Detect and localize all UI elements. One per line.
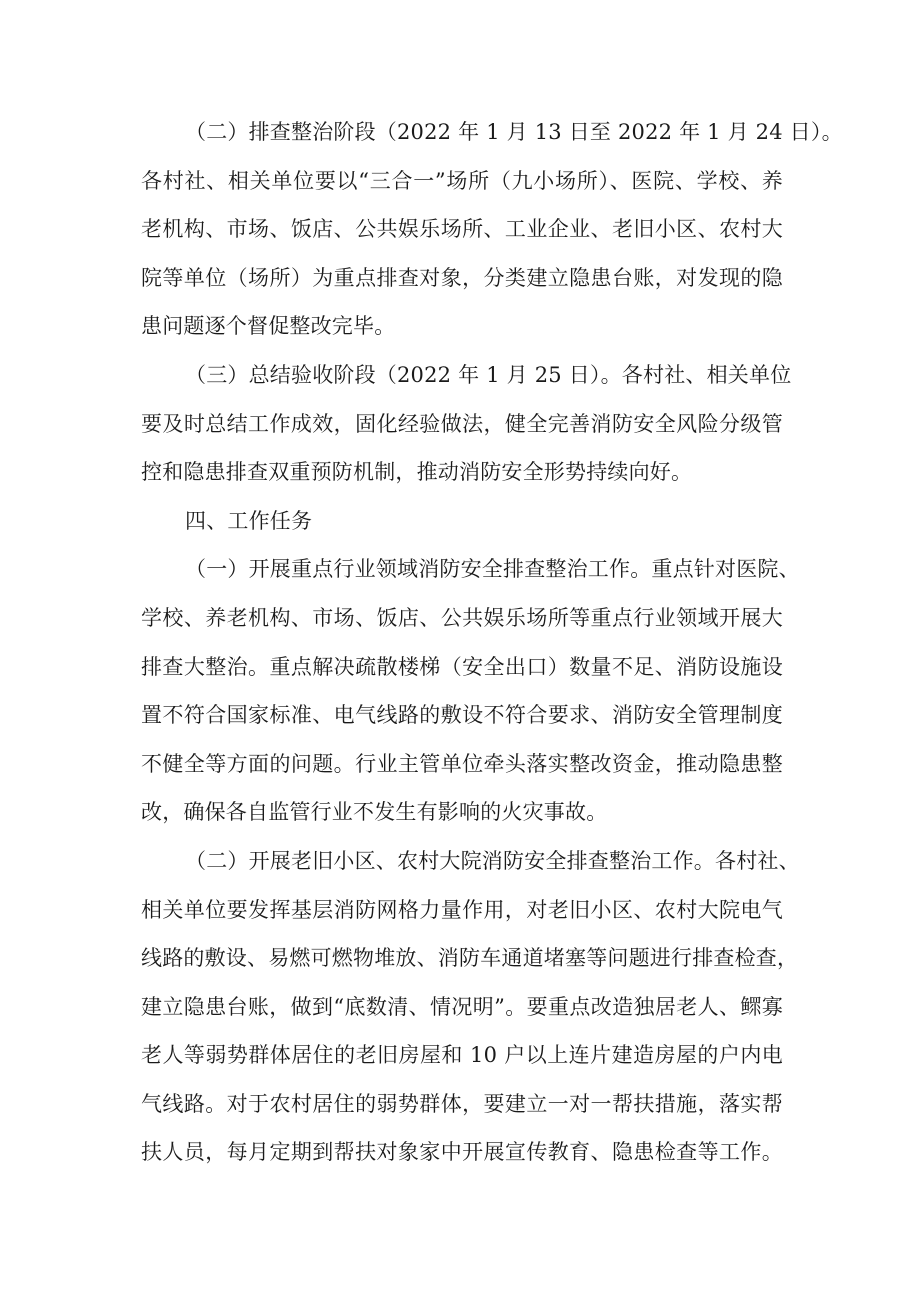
text-line: 不健全等方面的问题。行业主管单位牵头落实整改资金，推动隐患整 — [141, 751, 783, 776]
document-body — [141, 108, 843, 1177]
text-line: 老人等弱势群体居住的老旧房屋和 10 户以上连片建造房屋的户内电 — [141, 1043, 783, 1068]
text-line: 老机构、市场、饭店、公共娱乐场所、工业企业、老旧小区、农村大 — [141, 217, 783, 242]
text-line: （二）排查整治阶段（2022 年 1 月 13 日至 2022 年 1 月 24 日）。 — [185, 120, 843, 144]
section-heading: 四、工作任务 — [185, 508, 313, 533]
text-line: 相关单位要发挥基层消防网格力量作用，对老旧小区、农村大院电气 — [141, 897, 783, 922]
text-line: 控和隐患排查双重预防机制，推动消防安全形势持续向好。 — [141, 460, 693, 485]
text-line: 各村社、相关单位要以“三合一”场所（九小场所）、医院、学校、养 — [141, 168, 783, 193]
text-line: （三）总结验收阶段（2022 年 1 月 25 日）。各村社、相关单位 — [185, 362, 792, 387]
text-line: （一）开展重点行业领域消防安全排查整治工作。重点针对医院、 — [185, 557, 800, 582]
text-line: 置不符合国家标准、电气线路的敷设不符合要求、消防安全管理制度 — [141, 703, 783, 728]
text-line: 扶人员，每月定期到帮扶对象家中开展宣传教育、隐患检查等工作。 — [141, 1140, 783, 1165]
text-line: 学校、养老机构、市场、饭店、公共娱乐场所等重点行业领域开展大 — [141, 605, 783, 630]
text-line: 院等单位（场所）为重点排查对象，分类建立隐患台账，对发现的隐 — [141, 265, 783, 290]
text-line: 患问题逐个督促整改完毕。 — [141, 314, 396, 339]
text-line: 建立隐患台账，做到“底数清、情况明”。要重点改造独居老人、鳏寡 — [141, 994, 783, 1019]
text-line: 气线路。对于农村居住的弱势群体，要建立一对一帮扶措施，落实帮 — [141, 1091, 783, 1116]
text-line: 排查大整治。重点解决疏散楼梯（安全出口）数量不足、消防设施设 — [141, 654, 783, 679]
text-line: 线路的敷设、易燃可燃物堆放、消防车通道堵塞等问题进行排查检查， — [141, 946, 799, 971]
text-line: （二）开展老旧小区、农村大院消防安全排查整治工作。各村社、 — [185, 848, 800, 873]
text-line: 要及时总结工作成效，固化经验做法，健全完善消防安全风险分级管 — [141, 411, 783, 436]
text-line: 改，确保各自监管行业不发生有影响的火灾事故。 — [141, 800, 608, 825]
